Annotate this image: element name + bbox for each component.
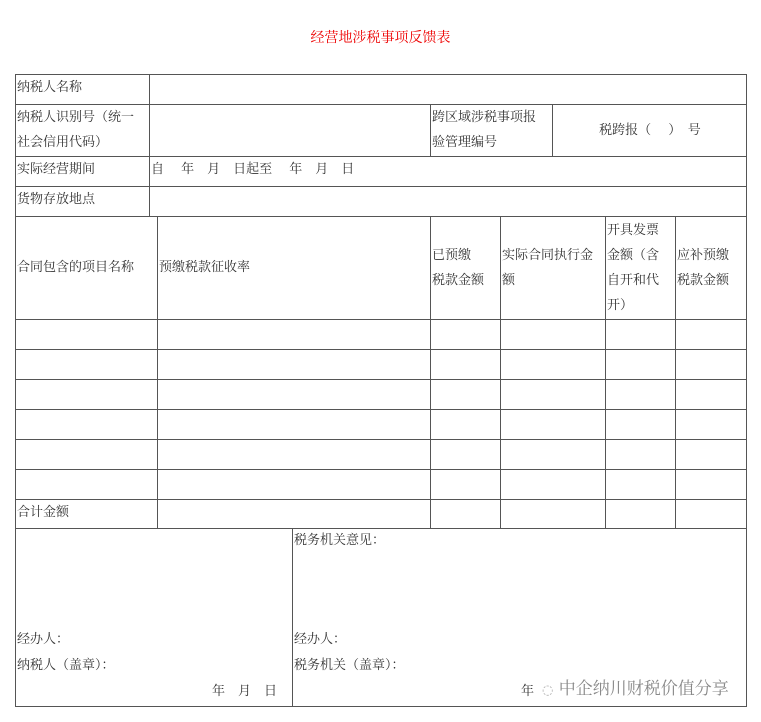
table-cell[interactable] (157, 319, 431, 350)
period-label (15, 156, 150, 187)
table-cell[interactable] (15, 319, 158, 350)
table-cell[interactable] (605, 409, 676, 440)
table-cell[interactable] (15, 439, 158, 470)
header-text: 合同包含的项目名称 (17, 260, 135, 275)
table-cell[interactable] (430, 499, 501, 530)
table-cell[interactable] (430, 349, 501, 380)
table-cell[interactable] (157, 409, 431, 440)
opinion-label: 税务机关意见： (294, 533, 386, 548)
report-no-field[interactable] (552, 104, 747, 157)
handler-label: 经办人： (294, 632, 347, 647)
table-cell[interactable] (157, 349, 431, 380)
watermark (542, 678, 729, 702)
table-cell[interactable] (15, 469, 158, 500)
label-text: 货物存放地点 (17, 192, 96, 207)
header-line: 应补预缴 (677, 248, 730, 263)
table-cell[interactable] (675, 349, 747, 380)
table-cell[interactable] (500, 499, 606, 530)
header-line: 税款金额 (677, 273, 730, 288)
seal-label: 纳税人（盖章）： (17, 658, 115, 673)
label-line: 跨区域涉税事项报 (432, 110, 537, 125)
table-cell[interactable] (605, 469, 676, 500)
taxpayer-id-label (15, 104, 150, 157)
table-cell[interactable] (500, 469, 606, 500)
taxpayer-name-field[interactable] (149, 74, 747, 105)
table-cell[interactable] (500, 319, 606, 350)
header-line: 额 (502, 273, 516, 288)
table-cell[interactable] (157, 499, 431, 530)
table-cell[interactable] (605, 499, 676, 530)
col-item-name (15, 216, 158, 320)
report-no-label (430, 104, 553, 157)
taxpayer-id-field[interactable] (149, 104, 431, 157)
form-title: 经营地涉税事项反馈表 (310, 30, 451, 46)
table-cell[interactable] (430, 319, 501, 350)
table-cell[interactable] (500, 409, 606, 440)
watermark-text: 中企纳川财税价值分享 (558, 679, 729, 699)
label-text: 纳税人名称 (17, 80, 83, 95)
table-cell[interactable] (157, 379, 431, 410)
report-no-value: 税跨报（ ） 号 (599, 123, 701, 138)
table-cell[interactable] (675, 499, 747, 530)
header-line: 自开和代 (607, 273, 660, 288)
label-line: 社会信用代码） (17, 135, 109, 150)
table-cell[interactable] (430, 409, 501, 440)
table-cell[interactable] (430, 469, 501, 500)
table-cell[interactable] (15, 409, 158, 440)
header-line: 金额（含 (607, 248, 660, 263)
table-cell[interactable] (675, 469, 747, 500)
table-cell[interactable] (157, 469, 431, 500)
table-cell[interactable] (605, 439, 676, 470)
wechat-icon: ◌ (542, 683, 554, 698)
table-cell[interactable] (500, 349, 606, 380)
storage-label (15, 186, 150, 217)
col-actual (500, 216, 606, 320)
taxpayer-sign-cell (15, 528, 293, 707)
label-text: 实际经营期间 (17, 162, 96, 177)
date-label: 年 月 日 (212, 684, 278, 699)
table-cell[interactable] (675, 439, 747, 470)
taxpayer-name-label (15, 74, 150, 105)
table-cell[interactable] (605, 319, 676, 350)
header-line: 已预缴 (432, 248, 472, 263)
col-rate (157, 216, 431, 320)
table-cell[interactable] (157, 439, 431, 470)
handler-label: 经办人： (17, 632, 70, 647)
table-cell[interactable] (675, 319, 747, 350)
header-line: 税款金额 (432, 273, 485, 288)
total-label: 合计金额 (15, 499, 158, 530)
date-label: 年 (521, 684, 535, 699)
table-cell[interactable] (675, 409, 747, 440)
table-cell[interactable] (15, 379, 158, 410)
table-cell[interactable] (430, 379, 501, 410)
table-cell[interactable] (430, 439, 501, 470)
table-cell[interactable] (15, 349, 158, 380)
table-cell[interactable] (675, 379, 747, 410)
col-prepaid (430, 216, 501, 320)
storage-field[interactable] (149, 186, 747, 217)
table-cell[interactable] (605, 379, 676, 410)
header-line: 开） (607, 298, 634, 313)
col-supplement (675, 216, 747, 320)
table-cell[interactable] (605, 349, 676, 380)
table-cell[interactable] (500, 379, 606, 410)
period-field[interactable] (149, 156, 747, 187)
col-invoice (605, 216, 676, 320)
table-cell[interactable] (500, 439, 606, 470)
label-line: 验管理编号 (432, 135, 498, 150)
label-line: 纳税人识别号（统一 (17, 110, 135, 125)
header-line: 实际合同执行金 (502, 248, 594, 263)
header-line: 开具发票 (607, 223, 660, 238)
seal-label: 税务机关（盖章）： (294, 658, 405, 673)
period-value: 自 年 月 日起至 年 月 日 (151, 162, 355, 177)
header-text: 预缴税款征收率 (159, 260, 251, 275)
